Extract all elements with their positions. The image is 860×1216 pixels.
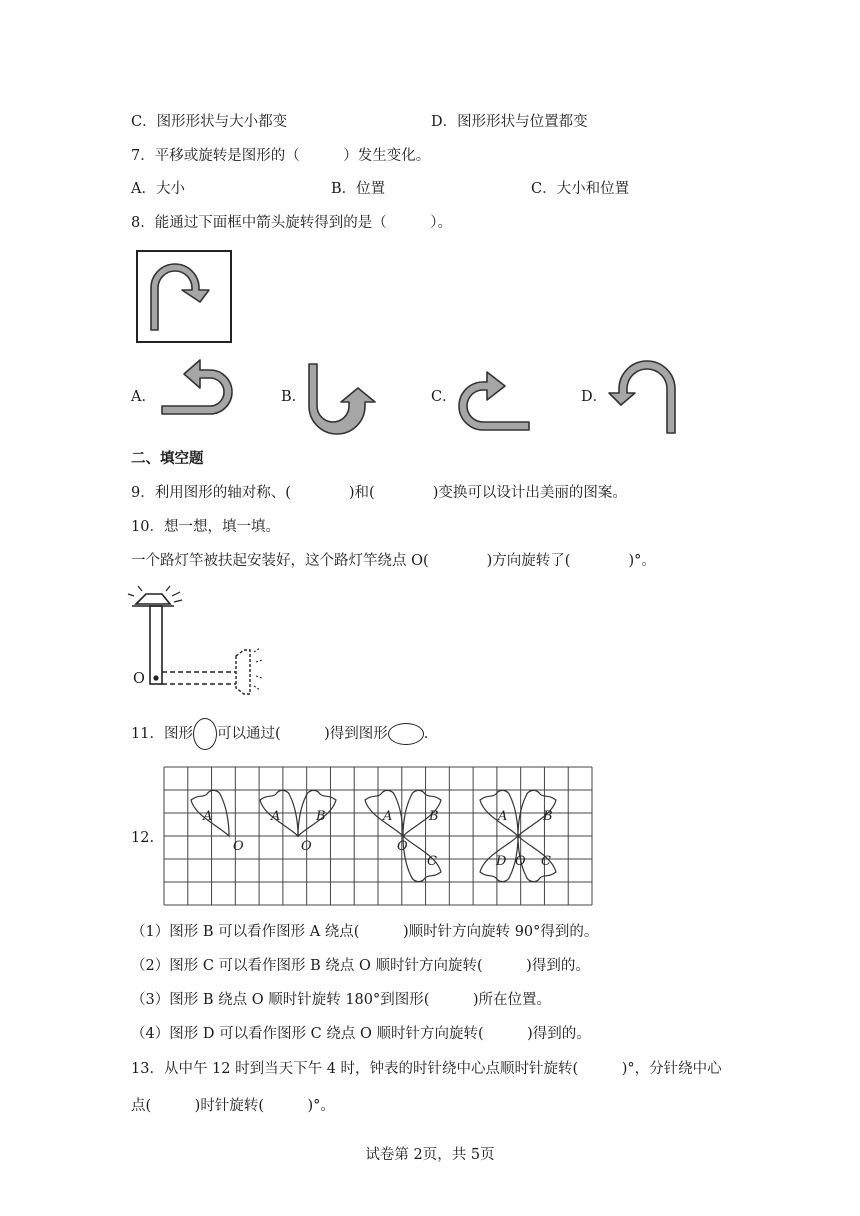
q13-line-2: 点( )时针旋转( )°。	[131, 1098, 335, 1114]
q6-option-d: D．图形形状与位置都变	[431, 114, 588, 130]
q7-option-c: C．大小和位置	[531, 181, 630, 197]
q10-street-lamp-diagram	[128, 586, 268, 696]
q12-label-b-3: B	[429, 809, 439, 824]
q11-end: .	[423, 726, 429, 742]
q12-label-o-2: O	[301, 839, 312, 854]
q8-option-a-arrow-icon	[160, 360, 240, 432]
q10-point-o-label: O	[133, 671, 145, 687]
q8-option-b-label: B．	[281, 389, 307, 405]
q11-prefix: 11．图形	[131, 726, 193, 742]
q7-option-b: B．位置	[331, 181, 386, 197]
q8-option-d-label: D．	[581, 389, 608, 405]
q12-label-a-3: A	[383, 809, 393, 824]
q12-label-a-4: A	[498, 809, 508, 824]
q10-stem: 10．想一想，填一填。	[131, 519, 280, 535]
q12-label-b-4: B	[543, 809, 553, 824]
q12-sub-4: （4）图形 D 可以看作图形 C 绕点 O 顺时针方向旋转( )得到的。	[131, 1026, 591, 1042]
q7-option-a: A．大小	[131, 181, 185, 197]
q8-reference-arrow-box	[136, 250, 232, 343]
q12-rotation-grid	[163, 766, 593, 906]
q6-option-c: C．图形形状与大小都变	[131, 114, 288, 130]
q12-label-a-1: A	[203, 809, 213, 824]
q12-label-o-1: O	[233, 839, 244, 854]
q10-text: 一个路灯竿被扶起安装好，这个路灯竿绕点 O( )方向旋转了( )°。	[131, 553, 656, 569]
q12-label-d-4: D	[496, 854, 507, 869]
q8-option-c-label: C．	[431, 389, 457, 405]
section-title: 二、填空题	[131, 450, 204, 467]
q12-label-c-4: C	[541, 854, 551, 869]
q12-label-a-2: A	[271, 809, 281, 824]
q12-sub-3: （3）图形 B 绕点 O 顺时针旋转 180°到图形( )所在位置。	[131, 992, 552, 1008]
q8-option-a-label: A．	[131, 389, 156, 405]
q8-option-c-arrow-icon	[455, 360, 535, 436]
q9-text: 9．利用图形的轴对称、( )和( )变换可以设计出美丽的图案。	[131, 485, 627, 501]
q8-option-b-arrow-icon	[303, 360, 383, 440]
page-footer: 试卷第 2页，共 5页	[365, 1147, 495, 1163]
q11-middle: 可以通过( )得到图形	[216, 726, 388, 742]
q11-vertical-oval-icon	[193, 718, 217, 750]
q12-label-o-4: O	[515, 854, 526, 869]
q11-text	[131, 724, 428, 744]
q12-sub-1: （1）图形 B 可以看作图形 A 绕点( )顺时针方向旋转 90°得到的。	[131, 924, 599, 940]
q12-label-c-3: C	[427, 854, 437, 869]
q8-stem: 8．能通过下面框中箭头旋转得到的是（ ）。	[131, 215, 452, 231]
q12-label-o-3: O	[397, 839, 408, 854]
q7-stem: 7．平移或旋转是图形的（ ）发生变化。	[131, 148, 431, 164]
q8-option-d-arrow-icon	[603, 355, 683, 437]
q13-line-1: 13．从中午 12 时到当天下午 4 时，钟表的时针绕中心点顺时针旋转( )°，分针绕中心	[131, 1061, 722, 1077]
q12-number: 12.	[131, 830, 155, 846]
q12-label-b-2: B	[316, 809, 326, 824]
q11-horizontal-oval-icon	[388, 723, 424, 745]
q12-sub-2: （2）图形 C 可以看作图形 B 绕点 O 顺时针方向旋转( )得到的。	[131, 958, 590, 974]
